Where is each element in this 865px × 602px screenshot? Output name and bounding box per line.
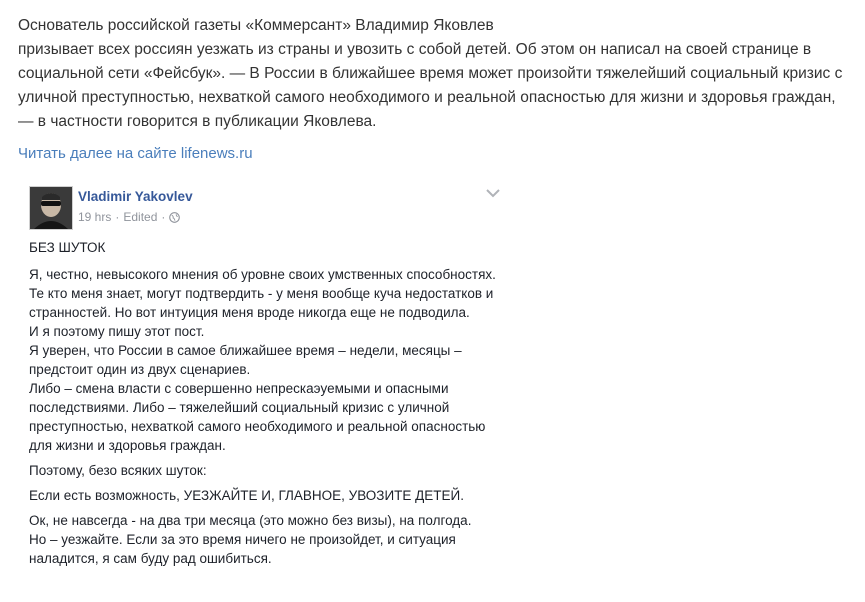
- post-paragraph: Либо – смена власти с совершенно непрескаэуемыми и опасными последствиями. Либо – тяжелейший социальный кризис с уличной преступностью, нехваткой самого необходимого и реальной опасностью для жизни и здоровья граждан.: [29, 381, 486, 453]
- post-meta: [78, 210, 180, 224]
- meta-separator-2: ·: [161, 210, 166, 224]
- facebook-post-embed: [22, 180, 508, 566]
- post-paragraph: Ок, не навсегда - на два три месяца (это можно без визы), на полгода.: [29, 513, 472, 528]
- article-lead: Основатель российской газеты «Коммерсант» Владимир Яковлев: [18, 17, 494, 34]
- globe-icon[interactable]: [169, 212, 180, 223]
- meta-separator: ·: [115, 210, 120, 224]
- post-body: [29, 238, 509, 568]
- post-edited[interactable]: Edited: [123, 210, 158, 224]
- post-paragraph: Поэтому, безо всяких шуток:: [29, 463, 207, 478]
- post-title: БЕЗ ШУТОК: [29, 240, 106, 255]
- post-author-name[interactable]: Vladimir Yakovlev: [78, 189, 193, 204]
- article-text: [18, 14, 848, 134]
- avatar[interactable]: [29, 186, 73, 230]
- read-more-link[interactable]: Читать далее на сайте lifenews.ru: [18, 145, 253, 162]
- article-body: призывает всех россиян уезжать из страны и увозить с собой детей. Об этом он написал на своей странице в социальной сети «Фейсбук». — В России в ближайшее время может произойти тяжелейший социальный кризис с уличной преступностью, нехваткой самого необходимого и реальной опасностью для жизни и здоровья граждан, — в частности говорится в публикации Яковлева.: [18, 41, 843, 130]
- post-header: [22, 180, 508, 232]
- post-paragraph: Если есть возможность, УЕЗЖАЙТЕ И, ГЛАВНОЕ, УВОЗИТЕ ДЕТЕЙ.: [29, 488, 464, 503]
- post-paragraph: Я, честно, невысокого мнения об уровне своих умственных способностях. Те кто меня знает, могут подтвердить - у меня вообще куча недостатков и странностей. Но вот интуиция меня вроде никогда еще не подводила.: [29, 267, 496, 320]
- post-paragraph: Но – уезжайте. Если за это время ничего не произойдет, и ситуация наладится, я сам буду рад ошибиться.: [29, 532, 456, 566]
- post-time[interactable]: 19 hrs: [78, 210, 112, 224]
- post-paragraph: И я поэтому пишу этот пост.: [29, 324, 205, 339]
- post-paragraph: Я уверен, что России в самое ближайшее время – недели, месяцы – предстоит один из двух сценариев.: [29, 343, 462, 377]
- chevron-down-icon[interactable]: [484, 186, 502, 200]
